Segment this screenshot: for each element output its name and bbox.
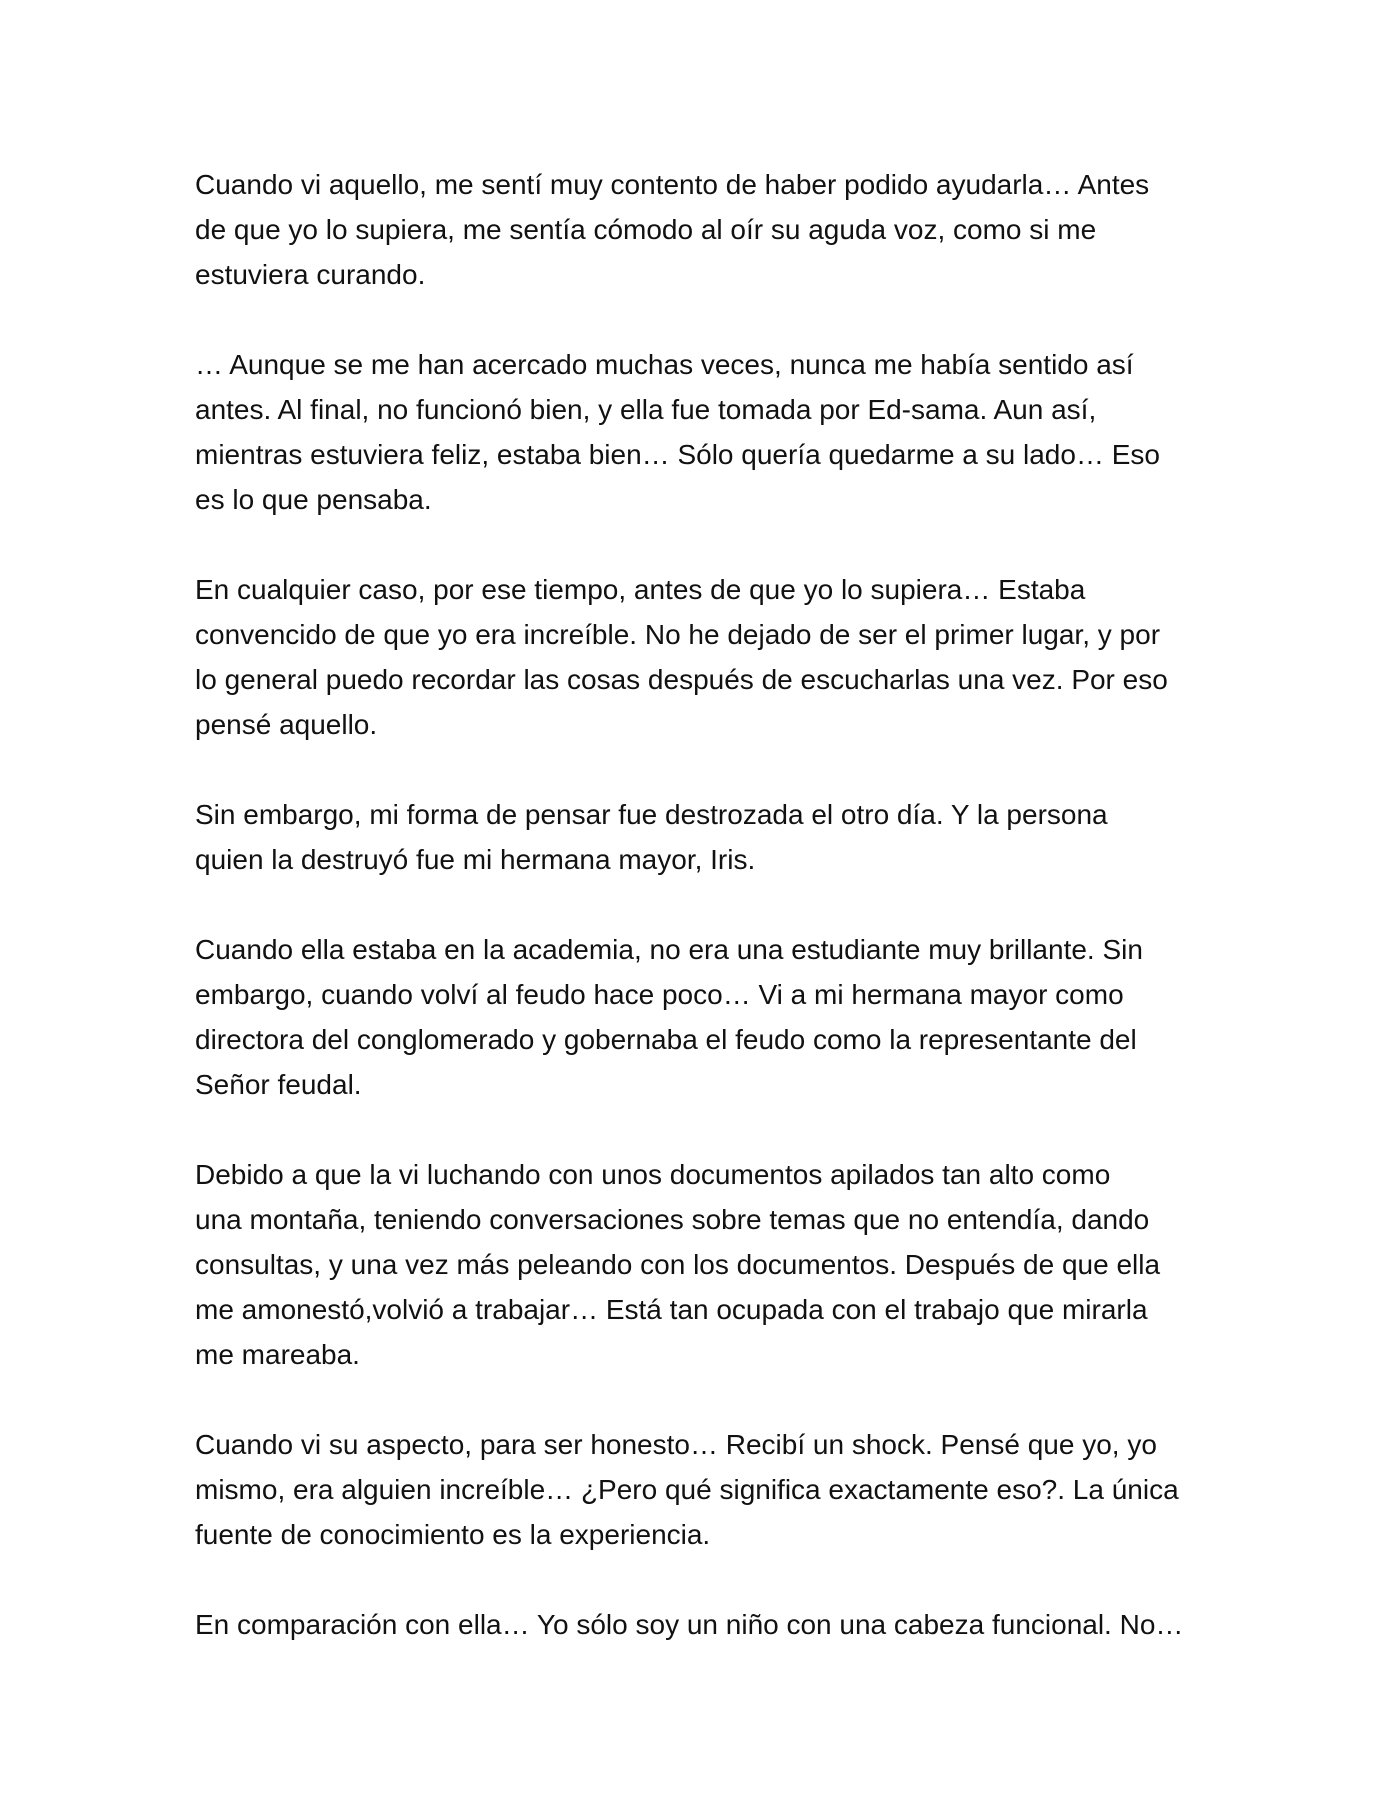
text-line: convencido de que yo era increíble. No he dejado de ser el primer lugar, y por: [195, 619, 1161, 650]
paragraph-5: [195, 927, 1225, 1107]
text-line: Señor feudal.: [195, 1069, 362, 1100]
paragraph-7: [195, 1422, 1225, 1557]
text-line: Cuando vi su aspecto, para ser honesto… Recibí un shock. Pensé que yo, yo: [195, 1429, 1157, 1460]
paragraph-1: [195, 162, 1225, 297]
document-body: [195, 162, 1225, 1692]
text-line: En comparación con ella… Yo sólo soy un niño con una cabeza funcional. No…: [195, 1609, 1184, 1640]
text-line: me mareaba.: [195, 1339, 360, 1370]
paragraph-3: [195, 567, 1225, 747]
text-line: una montaña, teniendo conversaciones sobre temas que no entendía, dando: [195, 1204, 1150, 1235]
paragraph-4: [195, 792, 1225, 882]
text-line: fuente de conocimiento es la experiencia.: [195, 1519, 711, 1550]
text-line: consultas, y una vez más peleando con los documentos. Después de que ella: [195, 1249, 1161, 1280]
text-line: En cualquier caso, por ese tiempo, antes de que yo lo supiera… Estaba: [195, 574, 1086, 605]
text-line: antes. Al final, no funcionó bien, y ella fue tomada por Ed-sama. Aun así,: [195, 394, 1097, 425]
paragraph-2: [195, 342, 1225, 522]
paragraph-6: [195, 1152, 1225, 1377]
text-line: estuviera curando.: [195, 259, 426, 290]
text-line: Sin embargo, mi forma de pensar fue destrozada el otro día. Y la persona: [195, 799, 1108, 830]
text-line: de que yo lo supiera, me sentía cómodo al oír su aguda voz, como si me: [195, 214, 1097, 245]
text-line: embargo, cuando volví al feudo hace poco… Vi a mi hermana mayor como: [195, 979, 1124, 1010]
paragraph-8: [195, 1602, 1225, 1647]
text-line: lo general puedo recordar las cosas después de escucharlas una vez. Por eso: [195, 664, 1168, 695]
text-line: directora del conglomerado y gobernaba el feudo como la representante del: [195, 1024, 1137, 1055]
text-line: quien la destruyó fue mi hermana mayor, Iris.: [195, 844, 756, 875]
text-line: es lo que pensaba.: [195, 484, 432, 515]
text-line: … Aunque se me han acercado muchas veces, nunca me había sentido así: [195, 349, 1134, 380]
text-line: Debido a que la vi luchando con unos documentos apilados tan alto como: [195, 1159, 1111, 1190]
text-line: mientras estuviera feliz, estaba bien… Sólo quería quedarme a su lado… Eso: [195, 439, 1160, 470]
text-line: mismo, era alguien increíble… ¿Pero qué significa exactamente eso?. La única: [195, 1474, 1179, 1505]
text-line: Cuando ella estaba en la academia, no era una estudiante muy brillante. Sin: [195, 934, 1143, 965]
text-line: Cuando vi aquello, me sentí muy contento de haber podido ayudarla… Antes: [195, 169, 1150, 200]
text-line: pensé aquello.: [195, 709, 378, 740]
text-line: me amonestó,volvió a trabajar… Está tan ocupada con el trabajo que mirarla: [195, 1294, 1148, 1325]
